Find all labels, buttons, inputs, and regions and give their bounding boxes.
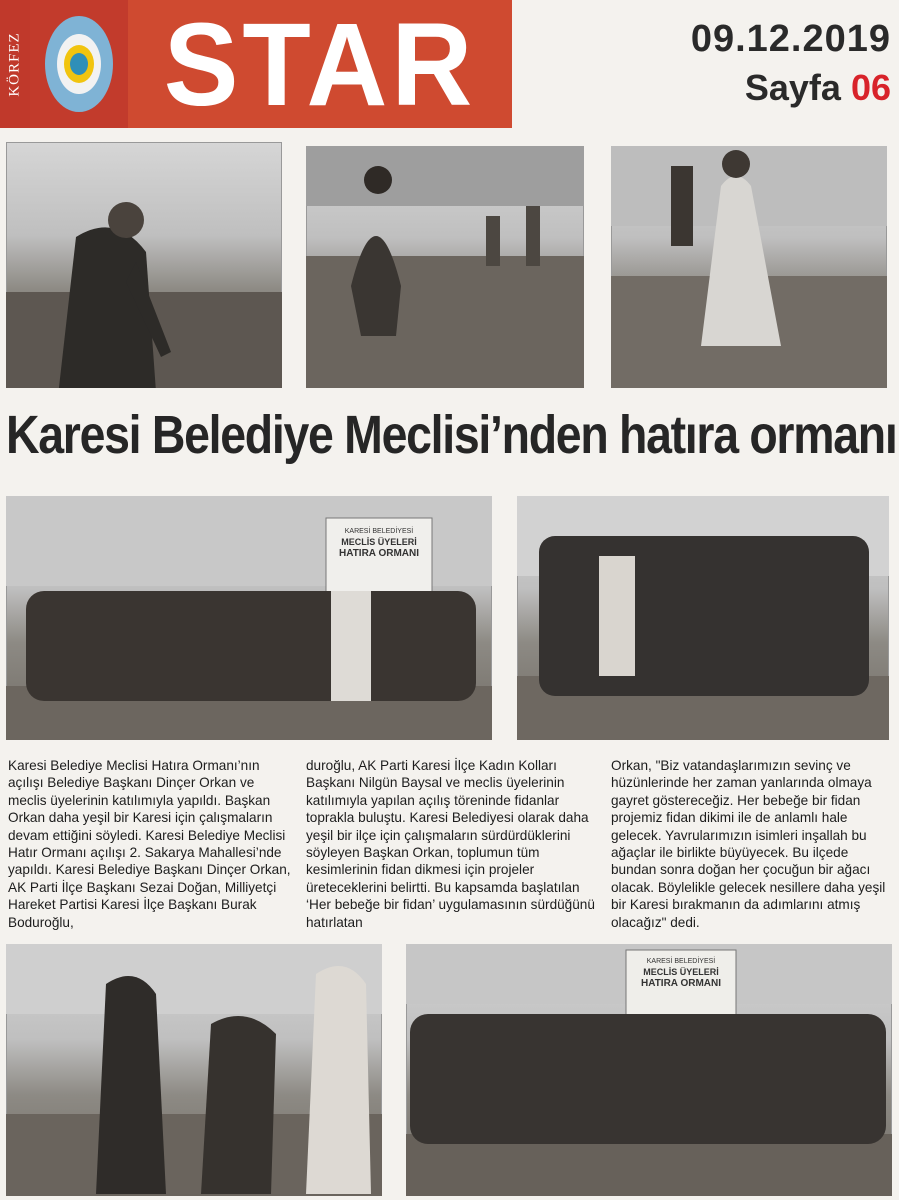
issue-info [691,18,891,109]
photo-planting-3 [611,146,887,388]
photo-planting-3-figure [611,146,887,388]
photo-group-officials [517,496,889,740]
masthead-vertical-brand: KÖRFEZ [0,0,30,128]
photo-group-final [406,944,892,1196]
article-headline: Karesi Belediye Meclisi’nden hatıra ormanı [6,405,897,465]
masthead-title: STAR [163,0,477,130]
masthead-title-box [128,0,512,128]
article-column-1: Karesi Belediye Meclisi Hatıra Ormanı’nın açılışı Belediye Başkanı Dinçer Orkan ve meclis üyelerinin katılımıyla yapıldı. Başkan Orkan daha yeşil bir Karesi için çalışmaların devam ettiğini söyledi. Karesi Belediye Meclisi Hatır Ormanı açılışı 2. Sakarya Mahallesi’nde yapıldı. Karesi Belediye Başkanı Dinçer Orkan, AK Parti İlçe Başkanı Sezai Doğan, Milliyetçi Hareket Partisi Karesi İlçe Başkanı Burak Boduroğlu, [8,758,291,930]
sign-forest-bottom: KARESİ BELEDİYESİ MECLİS ÜYELERİ HATIRA ORMANI [641,958,721,989]
page-label: Sayfa [744,67,841,108]
article-column-3: Orkan, "Biz vatandaşlarımızın sevinç ve hüzünlerinde her zaman yanlarında olmaya gayret göstereceğiz. Her bebeğe bir fidan projemiz fidan dikimi ile de anlamlı hale gelecek. Yavrularımızın isimleri inşallah bu ağaçlar ile birlikte büyüyecek. Bu ilçede bundan sonra doğan her çocuğun bir ağacı olacak. Böylelikle gelecek nesillere daha yeşil bir Karesi bırakmanın da adımlarını atmış olacağız" dedi. [611,758,886,930]
photo-group-officials-figure [517,496,889,740]
issue-date: 09.12.2019 [690,18,891,60]
article-column-2: duroğlu, AK Parti Karesi İlçe Kadın Kolları Başkanı Nilgün Baysal ve meclis üyelerinin katılımıyla yapılan açılış töreninde fidanlar toprakla buluştu. Karesi Belediyesi olarak daha yeşil bir ilçe için çalışmaların sürdürdüklerini söyleyen Başkan Orkan, toplumun tüm kesimlerinin fidan dikmesi için projeler üreteceklerini belirtti. Bu kapsamda başlatılan ‘Her bebeğe bir fidan’ uygulamasının sürdüğünü hatırlatan [306,758,595,930]
photo-planting-1-figure [6,142,282,388]
photo-planting-group-figure [6,944,382,1196]
page-number [691,67,891,109]
photo-planting-2-figure [306,146,584,388]
eye-logo-icon [41,12,117,116]
photo-planting-2 [306,146,584,388]
masthead [0,0,512,128]
newspaper-logo [30,0,128,128]
page-number-value: 06 [850,67,891,108]
sign-forest-top: KARESİ BELEDİYESİ MECLİS ÜYELERİ HATIRA ORMANI [339,528,419,559]
photo-group-sign [6,496,492,740]
photo-planting-1 [6,142,282,388]
photo-planting-group [6,944,382,1196]
